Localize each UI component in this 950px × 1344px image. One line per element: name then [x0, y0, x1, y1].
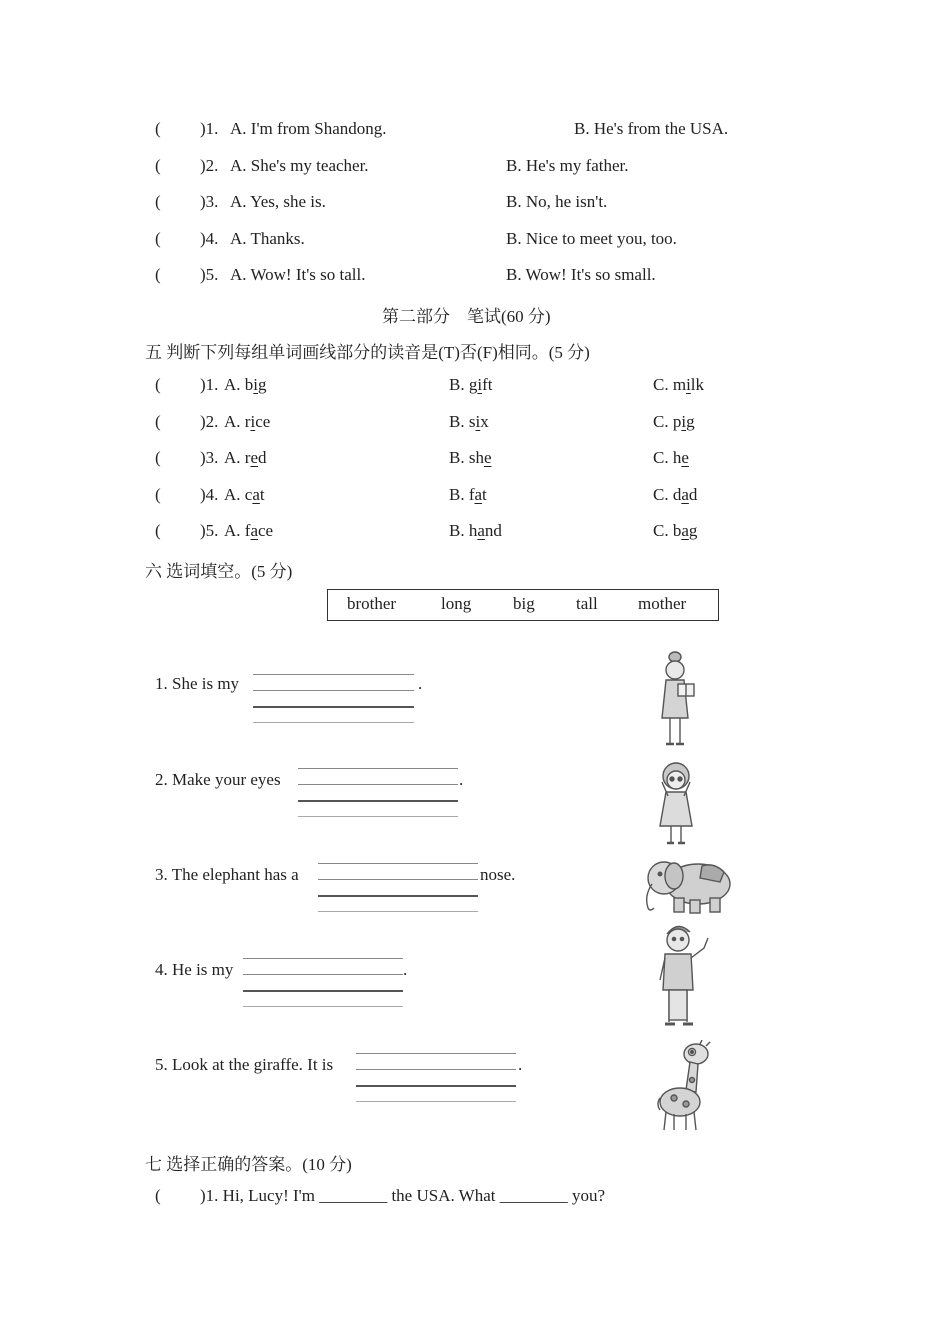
word-a: A. face: [224, 521, 274, 540]
word-b: B. fat: [449, 485, 487, 504]
option-b: B. No, he isn't.: [506, 192, 608, 211]
word-c: C. milk: [653, 375, 705, 394]
fill-sentence-start: 5. Look at the giraffe. It is: [155, 1055, 334, 1074]
fill-sentence-start: 2. Make your eyes: [155, 770, 281, 789]
mother-holding-gift-icon: [648, 648, 704, 750]
word-bank-item: mother: [638, 594, 687, 613]
word-bank: [327, 589, 719, 621]
fill-sentence-start: 3. The elephant has a: [155, 865, 299, 884]
fill-sentence-end: .: [518, 1055, 523, 1074]
question-number: )4.: [200, 229, 219, 248]
elephant-icon: [640, 852, 736, 918]
option-b: B. Wow! It's so small.: [506, 265, 656, 284]
word-b: B. six: [449, 412, 489, 431]
question-number: )1.: [200, 119, 219, 138]
question-number: )2.: [200, 156, 219, 175]
word-c: C. he: [653, 448, 689, 467]
answer-paren[interactable]: (: [155, 119, 161, 138]
word-c: C. bag: [653, 521, 698, 540]
question-number: )5.: [200, 265, 219, 284]
option-a: A. Yes, she is.: [230, 192, 326, 211]
girl-big-eyes-icon: [654, 756, 700, 848]
fill-sentence-end: .: [403, 960, 408, 979]
section6-title: 六 选词填空。(5 分): [145, 562, 293, 581]
word-a: A. red: [224, 448, 267, 467]
word-a: A. cat: [224, 485, 265, 504]
option-b: B. Nice to meet you, too.: [506, 229, 677, 248]
question-number: )3.: [200, 448, 219, 467]
answer-paren[interactable]: (: [155, 521, 161, 540]
fill-sentence-end: nose.: [480, 865, 516, 884]
fill-sentence-start: 4. He is my: [155, 960, 234, 979]
answer-paren[interactable]: (: [155, 229, 161, 248]
answer-paren[interactable]: (: [155, 485, 161, 504]
option-a: A. Wow! It's so tall.: [230, 265, 366, 284]
answer-paren[interactable]: (: [155, 448, 161, 467]
word-b: B. gift: [449, 375, 493, 394]
option-b: B. He's from the USA.: [574, 119, 729, 138]
word-c: C. dad: [653, 485, 698, 504]
boy-waving-icon: [656, 918, 716, 1030]
answer-paren[interactable]: (: [155, 192, 161, 211]
section5-title: 五 判断下列每组单词画线部分的读音是(T)否(F)相同。(5 分): [145, 343, 590, 362]
word-a: A. big: [224, 375, 267, 394]
word-bank-item: brother: [347, 594, 397, 613]
word-bank-item: long: [441, 594, 472, 613]
question-text: )1. Hi, Lucy! I'm ________ the USA. What ________ you?: [200, 1186, 606, 1205]
part-two-title: 第二部分 笔试(60 分): [382, 307, 551, 326]
option-a: A. Thanks.: [230, 229, 305, 248]
fill-sentence-end: .: [459, 770, 464, 789]
option-b: B. He's my father.: [506, 156, 629, 175]
fill-sentence-start: 1. She is my: [155, 674, 240, 693]
question-number: )5.: [200, 521, 219, 540]
question-number: )3.: [200, 192, 219, 211]
answer-paren[interactable]: (: [155, 375, 161, 394]
option-a: A. I'm from Shandong.: [230, 119, 387, 138]
word-b: B. hand: [449, 521, 502, 540]
answer-paren[interactable]: (: [155, 412, 161, 431]
question-number: )2.: [200, 412, 219, 431]
word-bank-item: big: [513, 594, 535, 613]
answer-paren[interactable]: (: [155, 156, 161, 175]
fill-sentence-end: .: [418, 674, 423, 693]
word-bank-item: tall: [576, 594, 598, 613]
word-a: A. rice: [224, 412, 271, 431]
answer-paren[interactable]: (: [155, 1186, 161, 1205]
question-number: )4.: [200, 485, 219, 504]
word-b: B. she: [449, 448, 492, 467]
section7-title: 七 选择正确的答案。(10 分): [145, 1155, 352, 1174]
option-a: A. She's my teacher.: [230, 156, 369, 175]
word-c: C. pig: [653, 412, 695, 431]
answer-paren[interactable]: (: [155, 265, 161, 284]
giraffe-icon: [656, 1040, 718, 1136]
question-number: )1.: [200, 375, 219, 394]
